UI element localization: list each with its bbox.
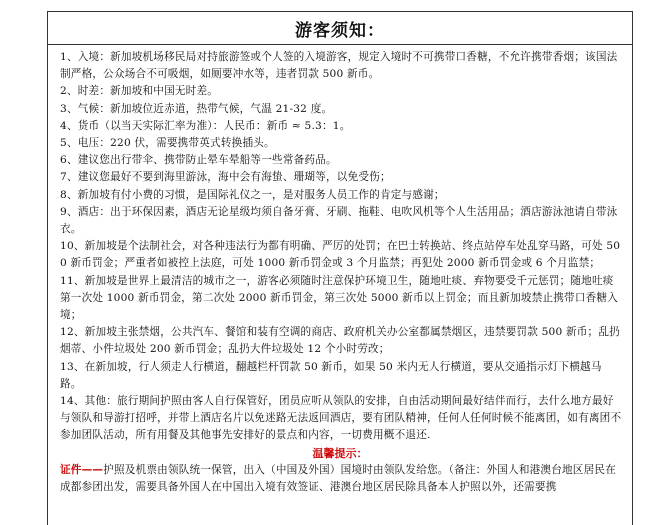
notice-item: 3、气候：新加坡位近赤道，热带气候，气温 21-32 度。 bbox=[60, 102, 333, 115]
notice-item: 4、货币（以当天实际汇率为准）：人民币：新币 ≈ 5.3：1。 bbox=[60, 119, 351, 132]
notice-item: 10、新加坡是个法制社会，对各种违法行为都有明确、严厉的处罚；在巴士转换站、终点站停车处乱穿马路，可处 500 新币罚金；严重者如被控上法庭，可处 1000 新币罚金或 3 个月监禁；再犯处 2000 新币罚金或 6 个月监禁； bbox=[60, 240, 621, 270]
notice-item: 12、新加坡主张禁烟，公共汽车、餐馆和装有空调的商店、政府机关办公室都属禁烟区，违禁要罚款 500 新币；乱扔烟蒂、小件垃圾处 200 新币罚金；乱扔大件垃圾处 12 个小时劳改； bbox=[60, 326, 620, 356]
tip-heading: 温馨提示： bbox=[312, 446, 368, 460]
notice-sheet bbox=[47, 11, 633, 525]
notice-item: 7、建议您最好不要到海里游泳，海中会有海蛰、珊瑚等，以免受伤； bbox=[60, 171, 391, 184]
documents-label: 证件—— bbox=[60, 463, 104, 476]
notice-item: 11、新加坡是世界上最清洁的城市之一，游客必须随时注意保护环境卫生，随地吐痰、弃物要受千元惩罚；随地吐痰第一次处 1000 新币罚金，第二次处 2000 新币罚金，第三次处 5000 新币以上罚金；而且新加坡禁止携带口香糖入境； bbox=[60, 274, 619, 322]
notice-item: 8、新加坡有付小费的习惯，是国际礼仪之一，是对服务人员工作的肯定与感谢； bbox=[60, 188, 445, 201]
notice-list bbox=[48, 45, 632, 445]
notice-item: 6、建议您出行带伞、携带防止晕车晕船等一些常备药品。 bbox=[60, 154, 337, 167]
page-title: 游客须知： bbox=[295, 20, 385, 41]
notice-item: 9、酒店：出于环保因素，酒店无论星级均须自备牙膏、牙刷、拖鞋、电吹风机等个人生活用品；酒店游泳池请自带泳衣。 bbox=[60, 205, 618, 236]
notice-item: 1、入境：新加坡机场移民局对持旅游签或个人签的入境游客，规定入境时不可携带口香糖，不允许携带香烟；该国法制严格，公众场合不可吸烟，如厕要冲水等，违者罚款 500 新币。 bbox=[60, 51, 618, 81]
documents-text: 护照及机票由领队统一保管，出入（中国及外国）国境时由领队发给您。（备注：外国人和港澳台地区居民在成都参团出发，需要具备外国人在中国出入境有效签证、港澳台地区居民除具备本人护照以外，还需要携 bbox=[60, 463, 616, 493]
notice-item: 14、其他：旅行期间护照由客人自行保管好，团员应听从领队的安排，自由活动期间最好结伴而行，去什么地方最好与领队和导游打招呼，并带上酒店名片以免迷路无法返回酒店，要有团队精神，任何人任何时候不能离团，如有离团不参加团队活动，所有用餐及其他事先安排好的景点和内容，一切费用概不退还. bbox=[60, 395, 622, 442]
notice-item: 5、电压：220 伏，需要携带英式转换插头。 bbox=[60, 137, 275, 150]
notice-item: 2、时差：新加坡和中国无时差。 bbox=[60, 85, 219, 98]
notice-item: 13、在新加坡，行人须走人行横道，翻越栏杆罚款 50 新币，如果 50 米内无人行横道，要从交通指示灯下横越马路。 bbox=[60, 360, 602, 390]
documents-note bbox=[48, 462, 632, 496]
title-row bbox=[48, 12, 632, 45]
